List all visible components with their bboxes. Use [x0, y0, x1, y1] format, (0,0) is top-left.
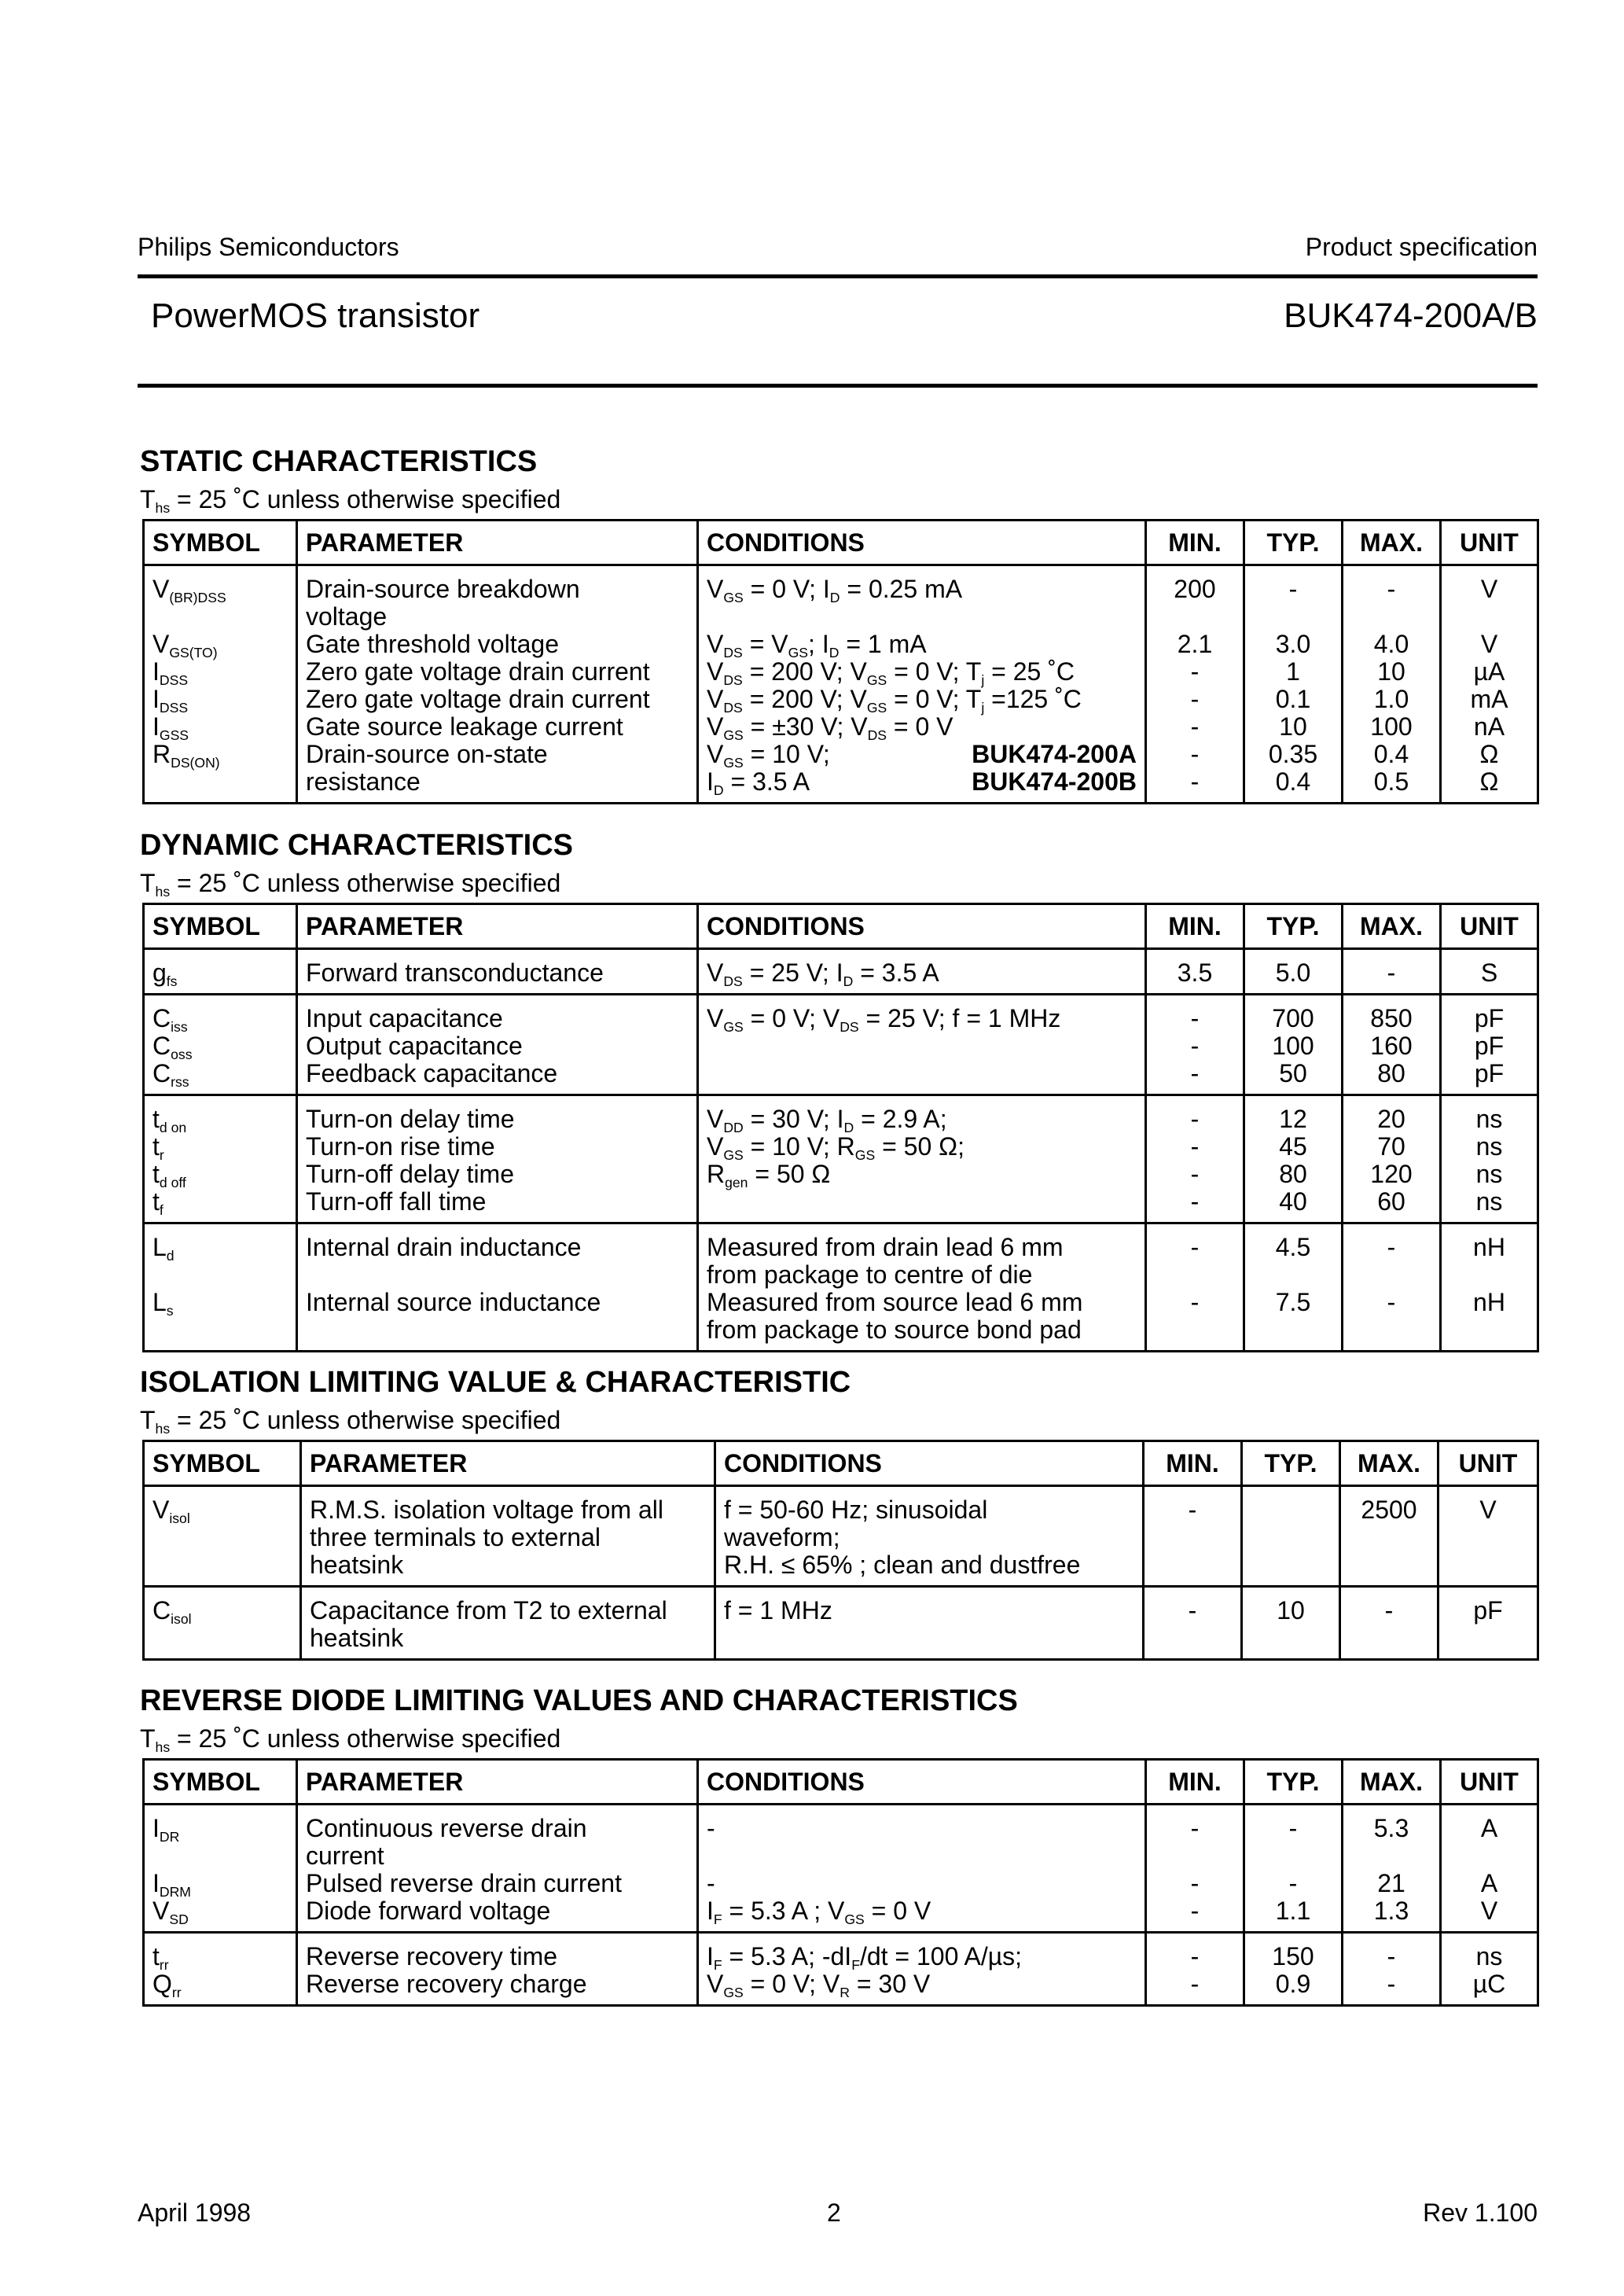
parameter-cell: R.M.S. isolation voltage from all three terminals to external heatsink [301, 1486, 715, 1587]
conditions-cell: $V_{GS} = 0$ V; $V_{DS} = 25$ V; f = 1 MHz [698, 995, 1146, 1095]
min-cell: - [1144, 1486, 1242, 1587]
typ-cell: 10 [1242, 1587, 1340, 1660]
conditions-cell: $V_{DS} = 25$ V; $I_D = 3.5$ A [698, 949, 1146, 995]
min-cell: - - - [1146, 1805, 1244, 1933]
max-cell: - - [1343, 1933, 1441, 2006]
table-row [144, 1587, 1538, 1660]
table-header-row [144, 904, 1538, 949]
typ-cell [1242, 1486, 1340, 1587]
max-cell: 2500 [1340, 1486, 1438, 1587]
symbol-cell: $V_{(BR)DSS}$ $V_{GS(TO)}$ $I_{DSS}$ $I_{DSS}$ $I_{GSS}$ $R_{DS(ON)}$ [144, 565, 297, 804]
table-row [144, 565, 1538, 804]
max-cell: 850 160 80 [1343, 995, 1441, 1095]
col-conditions: CONDITIONS [715, 1441, 1144, 1486]
isolation-section-title: ISOLATION LIMITING VALUE & CHARACTERISTIC [140, 1366, 851, 1399]
min-cell: 3.5 [1146, 949, 1244, 995]
col-max: MAX. [1343, 521, 1441, 565]
col-min: MIN. [1146, 904, 1244, 949]
col-conditions: CONDITIONS [698, 521, 1146, 565]
static-section-title: STATIC CHARACTERISTICS [140, 445, 538, 478]
symbol-cell: $g_{fs}$ [144, 949, 297, 995]
isolation-table [142, 1440, 1539, 1661]
document-type: Product specification [1305, 233, 1538, 261]
symbol-cell: $t_{d on}$ $t_r$ $t_{d off}$ $t_f$ [144, 1095, 297, 1223]
unit-cell: V V µA mA nA Ω Ω [1441, 565, 1538, 804]
static-temp-note: $T_{hs} = 25$ ˚C unless otherwise specified [140, 485, 561, 517]
parameter-cell: Continuous reverse drain current Pulsed reverse drain current Diode forward voltage [297, 1805, 698, 1933]
unit-cell: S [1441, 949, 1538, 995]
min-cell: - - [1146, 1223, 1244, 1352]
typ-cell: 150 0.9 [1244, 1933, 1343, 2006]
max-cell: 5.3 21 1.3 [1343, 1805, 1441, 1933]
unit-cell: ns ns ns ns [1441, 1095, 1538, 1223]
dynamic-temp-note: $T_{hs} = 25$ ˚C unless otherwise specified [140, 869, 561, 900]
col-symbol: SYMBOL [144, 1760, 297, 1805]
static-characteristics-table [142, 519, 1539, 804]
conditions-cell: f = 50-60 Hz; sinusoidal waveform; R.H. ≤ 65% ; clean and dustfree [715, 1486, 1144, 1587]
col-unit: UNIT [1438, 1441, 1538, 1486]
symbol-cell: $I_{DR}$ $I_{DRM}$ $V_{SD}$ [144, 1805, 297, 1933]
parameter-cell: Turn-on delay time Turn-on rise time Turn-off delay time Turn-off fall time [297, 1095, 698, 1223]
reverse-temp-note: $T_{hs} = 25$ ˚C unless otherwise specified [140, 1724, 561, 1756]
conditions-cell: f = 1 MHz [715, 1587, 1144, 1660]
typ-cell: 4.5 7.5 [1244, 1223, 1343, 1352]
min-cell: - - [1146, 1933, 1244, 2006]
parameter-cell: Forward transconductance [297, 949, 698, 995]
min-cell: - - - - [1146, 1095, 1244, 1223]
table-row [144, 995, 1538, 1095]
parameter-cell: Internal drain inductance Internal source inductance [297, 1223, 698, 1352]
conditions-cell: $V_{DD} = 30$ V; $I_D = 2.9$ A; $V_{GS} = 10$ V; $R_{GS} = 50$ Ω; $R_{gen} = 50$ Ω [698, 1095, 1146, 1223]
col-parameter: PARAMETER [297, 904, 698, 949]
table-header-row [144, 1441, 1538, 1486]
conditions-cell: $I_F = 5.3$ A; $-dI_F/dt = 100$ A/µs; $V_{GS} = 0$ V; $V_R = 30$ V [698, 1933, 1146, 2006]
table-row [144, 1486, 1538, 1587]
conditions-cell: Measured from drain lead 6 mm from package to centre of die Measured from source lead 6 mm from package to source bond pad [698, 1223, 1146, 1352]
footer-revision: Rev 1.100 [1423, 2198, 1538, 2227]
typ-cell: 700 100 50 [1244, 995, 1343, 1095]
typ-cell: - - 1.1 [1244, 1805, 1343, 1933]
table-row [144, 1933, 1538, 2006]
typ-cell: - 3.0 1 0.1 10 0.35 0.4 [1244, 565, 1343, 804]
parameter-cell: Capacitance from T2 to external heatsink [301, 1587, 715, 1660]
footer-page-number: 2 [827, 2198, 841, 2227]
header-rule-top [138, 274, 1538, 278]
max-cell: - - [1343, 1223, 1441, 1352]
col-symbol: SYMBOL [144, 1441, 301, 1486]
col-max: MAX. [1343, 1760, 1441, 1805]
col-typ: TYP. [1244, 521, 1343, 565]
col-typ: TYP. [1242, 1441, 1340, 1486]
header-rule-bottom [138, 384, 1538, 388]
parameter-cell: Input capacitance Output capacitance Feedback capacitance [297, 995, 698, 1095]
isolation-temp-note: $T_{hs} = 25$ ˚C unless otherwise specified [140, 1406, 561, 1437]
col-max: MAX. [1343, 904, 1441, 949]
max-cell: - [1343, 949, 1441, 995]
col-min: MIN. [1146, 521, 1244, 565]
col-unit: UNIT [1441, 521, 1538, 565]
col-max: MAX. [1340, 1441, 1438, 1486]
part-number: BUK474-200A/B [1284, 296, 1538, 335]
conditions-cell: $V_{GS} = 0$ V; $I_D = 0.25$ mA $V_{DS} = V_{GS}$; $I_D = 1$ mA $V_{DS} = 200$ V; $V_{GS} = 0$ V; $T_j = 25$ ˚C $V_{DS} = 200$ V; $V_{GS} = 0$ V; $T_j =125$ ˚C $V_{GS} = \pm 30$ V; $V_{DS} = 0$ V $V_{GS} = 10$ V; BUK474-200A $I_D = 3.5$ A BUK474-200B [698, 565, 1146, 804]
footer-date: April 1998 [138, 2198, 252, 2227]
col-symbol: SYMBOL [144, 904, 297, 949]
col-unit: UNIT [1441, 1760, 1538, 1805]
symbol-cell: $C_{isol}$ [144, 1587, 301, 1660]
typ-cell: 12 45 80 40 [1244, 1095, 1343, 1223]
col-symbol: SYMBOL [144, 521, 297, 565]
dynamic-characteristics-table [142, 903, 1539, 1352]
min-cell: - [1144, 1587, 1242, 1660]
unit-cell: pF pF pF [1441, 995, 1538, 1095]
col-parameter: PARAMETER [297, 1760, 698, 1805]
parameter-cell: Drain-source breakdown voltage Gate threshold voltage Zero gate voltage drain current Zero gate voltage drain current Gate source leakage current Drain-source on-state resistance [297, 565, 698, 804]
unit-cell: ns µC [1441, 1933, 1538, 2006]
symbol-cell: $V_{isol}$ [144, 1486, 301, 1587]
col-conditions: CONDITIONS [698, 1760, 1146, 1805]
col-min: MIN. [1146, 1760, 1244, 1805]
col-unit: UNIT [1441, 904, 1538, 949]
col-min: MIN. [1144, 1441, 1242, 1486]
company-name: Philips Semiconductors [138, 233, 399, 261]
col-parameter: PARAMETER [301, 1441, 715, 1486]
product-title: PowerMOS transistor [151, 296, 480, 335]
symbol-cell: $L_d$ $L_s$ [144, 1223, 297, 1352]
symbol-cell: $t_{rr}$ $Q_{rr}$ [144, 1933, 297, 2006]
table-header-row [144, 1760, 1538, 1805]
reverse-section-title: REVERSE DIODE LIMITING VALUES AND CHARACTERISTICS [140, 1684, 1018, 1717]
min-cell: 200 2.1 - - - - - [1146, 565, 1244, 804]
col-typ: TYP. [1244, 904, 1343, 949]
conditions-cell: - - $I_F = 5.3$ A ; $V_{GS} = 0$ V [698, 1805, 1146, 1933]
dynamic-section-title: DYNAMIC CHARACTERISTICS [140, 829, 573, 862]
table-row [144, 1805, 1538, 1933]
col-parameter: PARAMETER [297, 521, 698, 565]
symbol-cell: $C_{iss}$ $C_{oss}$ $C_{rss}$ [144, 995, 297, 1095]
table-row [144, 1223, 1538, 1352]
unit-cell: nH nH [1441, 1223, 1538, 1352]
parameter-cell: Reverse recovery time Reverse recovery charge [297, 1933, 698, 2006]
max-cell: - [1340, 1587, 1438, 1660]
unit-cell: V [1438, 1486, 1538, 1587]
typ-cell: 5.0 [1244, 949, 1343, 995]
table-row [144, 949, 1538, 995]
min-cell: - - - [1146, 995, 1244, 1095]
reverse-diode-table [142, 1758, 1539, 2007]
unit-cell: A A V [1441, 1805, 1538, 1933]
unit-cell: pF [1438, 1587, 1538, 1660]
table-row [144, 1095, 1538, 1223]
col-conditions: CONDITIONS [698, 904, 1146, 949]
table-header-row [144, 521, 1538, 565]
max-cell: 20 70 120 60 [1343, 1095, 1441, 1223]
col-typ: TYP. [1244, 1760, 1343, 1805]
max-cell: - 4.0 10 1.0 100 0.4 0.5 [1343, 565, 1441, 804]
